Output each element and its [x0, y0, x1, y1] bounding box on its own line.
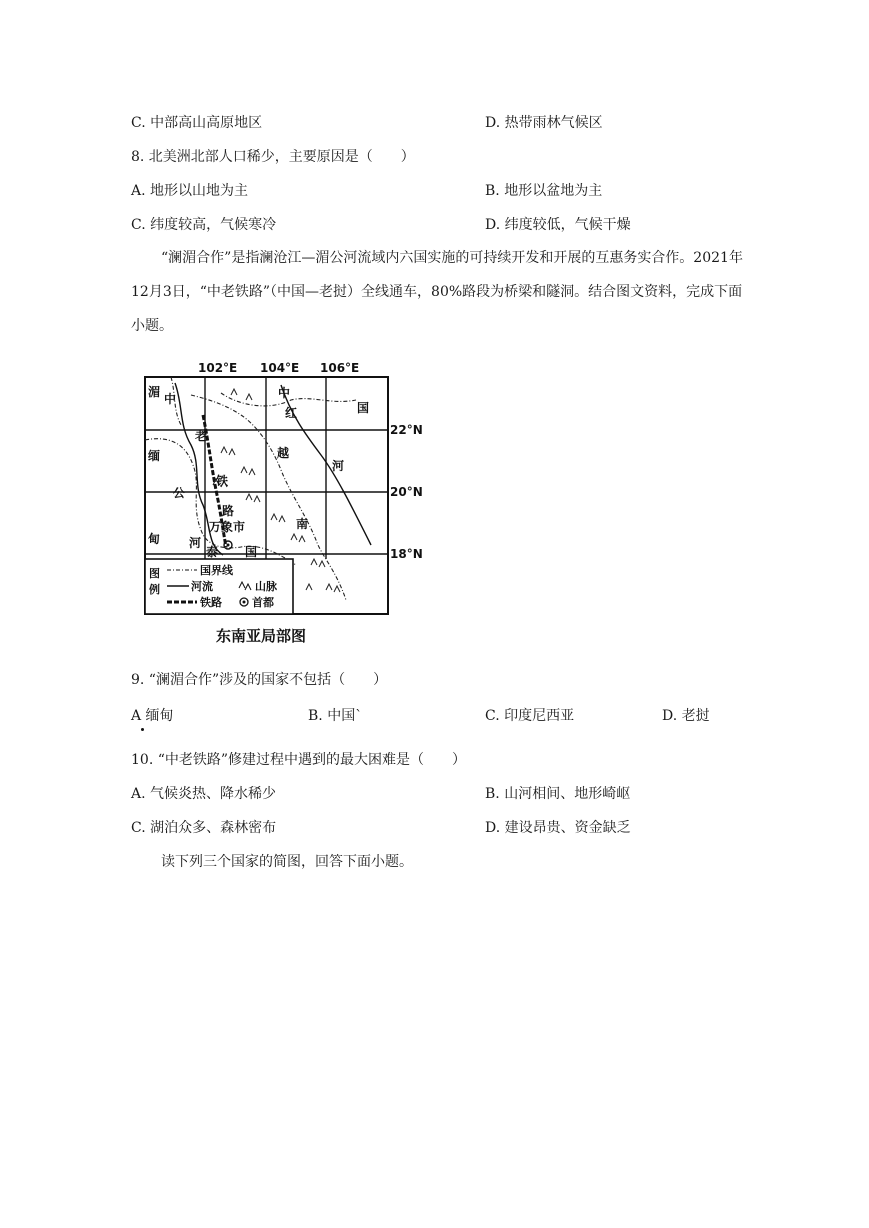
- q9-option-b: B. 中国`: [308, 708, 363, 724]
- lat-label-18: 18°N: [390, 547, 423, 561]
- legend-railway: 铁路: [200, 596, 222, 609]
- q8-option-a: A. 地形以山地为主: [131, 183, 249, 199]
- passage-lanmei: “澜湄合作”是指澜沧江—湄公河流域内六国实施的可持续开发和开展的互惠务实合作。2021年12月3日，“中老铁路”（中国—老挝）全线通车，80%路段为桥梁和隧洞。结合图文资料，完成下面小题。: [131, 250, 743, 334]
- label-nan: 南: [296, 517, 309, 531]
- passage-three-countries: 读下列三个国家的简图，回答下面小题。: [161, 854, 413, 870]
- label-guo-2: 国: [245, 545, 258, 559]
- lon-label-104: 104°E: [260, 361, 300, 375]
- label-lao: 老: [195, 429, 208, 443]
- label-mian: 缅: [148, 449, 161, 463]
- label-gong: 公: [173, 486, 186, 500]
- label-tie: 铁: [216, 474, 229, 488]
- label-yue: 越: [277, 446, 290, 460]
- q8-option-b: B. 地形以盆地为主: [485, 183, 603, 199]
- legend-border: 国界线: [200, 564, 233, 577]
- legend-capital: 首都: [252, 596, 274, 609]
- legend-title-1: 图: [149, 567, 160, 580]
- q9-option-c: C. 印度尼西亚: [485, 708, 575, 724]
- southeast-asia-map: [131, 355, 431, 655]
- q10-option-b: B. 山河相间、地形崎岖: [485, 786, 631, 802]
- label-zhong-2: 中: [278, 386, 291, 400]
- q10-option-d: D. 建设昂贵、资金缺乏: [485, 820, 631, 836]
- label-hong: 红: [285, 406, 298, 420]
- lon-label-102: 102°E: [198, 361, 238, 375]
- q10-option-c: C. 湖泊众多、森林密布: [131, 820, 277, 836]
- q10-option-a: A. 气候炎热、降水稀少: [131, 786, 277, 802]
- label-wanxiang: 万象市: [209, 520, 246, 534]
- map-caption: 东南亚局部图: [216, 627, 307, 645]
- label-tai: 泰: [206, 545, 219, 559]
- q10-stem: 10. “中老铁路”修建过程中遇到的最大困难是（ ）: [131, 752, 467, 768]
- legend-river: 河流: [191, 580, 213, 593]
- q8-stem: 8. 北美洲北部人口稀少，主要原因是（ ）: [131, 149, 415, 165]
- label-dian: 甸: [148, 532, 161, 546]
- lat-label-22: 22°N: [390, 423, 423, 437]
- label-lu: 路: [222, 504, 235, 518]
- label-mei: 湄: [148, 385, 161, 399]
- q9-option-d: D. 老挝: [662, 708, 710, 724]
- label-he-2: 河: [189, 536, 202, 550]
- legend-title-2: 例: [149, 583, 160, 596]
- q7-option-c: C. 中部高山高原地区: [131, 115, 263, 131]
- q8-option-d: D. 纬度较低，气候干燥: [485, 217, 631, 233]
- q9-stem: 9. “澜湄合作”涉及的国家不包括（ ）: [131, 672, 388, 688]
- lat-label-20: 20°N: [390, 485, 423, 499]
- q8-option-c: C. 纬度较高，气候寒冷: [131, 217, 277, 233]
- label-zhong-1: 中: [164, 392, 177, 406]
- label-he-1: 河: [332, 459, 345, 473]
- q7-option-d: D. 热带雨林气候区: [485, 115, 603, 131]
- stray-mark: [141, 728, 144, 731]
- lon-label-106: 106°E: [320, 361, 360, 375]
- legend-mountain: 山脉: [255, 580, 277, 593]
- q9-option-a: A 缅甸: [131, 708, 174, 724]
- label-guo-1: 国: [357, 401, 370, 415]
